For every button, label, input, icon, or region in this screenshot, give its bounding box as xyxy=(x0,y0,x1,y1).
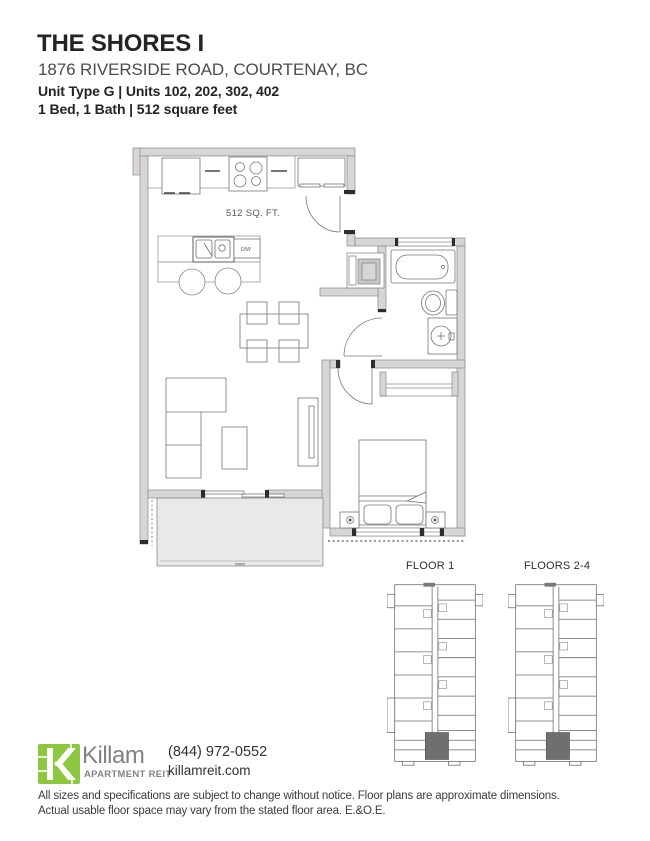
door-swings xyxy=(306,196,382,404)
killam-logo-icon xyxy=(38,744,80,784)
property-address: 1876 RIVERSIDE ROAD, COURTENAY, BC xyxy=(38,60,369,79)
living-room xyxy=(166,378,318,478)
fridge xyxy=(162,158,200,194)
dishwasher-label: D/W xyxy=(241,247,251,253)
kitchen-island xyxy=(158,236,260,295)
bathroom xyxy=(391,250,457,354)
sink xyxy=(193,237,234,262)
disclaimer-line-1: All sizes and specifications are subject to change without notice. Floor plans are approximate dimensions. xyxy=(38,790,560,802)
phone-number: (844) 972-0552 xyxy=(168,744,268,760)
killam-logo-subtitle: APARTMENT REIT xyxy=(84,769,172,780)
killam-logo-wordmark: Killam xyxy=(82,742,145,769)
keyplan-label-floors-2-4: FLOORS 2-4 xyxy=(524,560,591,572)
keyplan-floor-1 xyxy=(387,583,483,765)
disclaimer-text xyxy=(38,789,623,819)
bed xyxy=(359,440,426,525)
coffee-table xyxy=(222,427,247,469)
unit-type-line: Unit Type G | Units 102, 202, 302, 402 xyxy=(38,83,280,99)
entry-closet xyxy=(298,158,345,187)
area-label: 512 SQ. FT. xyxy=(226,208,280,219)
bedroom-closet xyxy=(380,384,458,396)
tv-console xyxy=(298,398,318,466)
page-title: THE SHORES I xyxy=(37,30,204,57)
balcony xyxy=(152,498,323,566)
website-url: killamreit.com xyxy=(168,763,251,778)
sofa xyxy=(166,378,226,478)
disclaimer-line-2: Actual usable floor space may vary from the stated floor area. E.&O.E. xyxy=(38,805,386,817)
bedroom xyxy=(340,384,458,528)
kitchen xyxy=(148,156,295,194)
bathroom-sink xyxy=(428,318,457,354)
dining-set xyxy=(240,302,308,362)
unit-spec-line: 1 Bed, 1 Bath | 512 square feet xyxy=(38,101,238,117)
stove xyxy=(229,157,267,191)
laundry-closet xyxy=(347,253,384,288)
toilet xyxy=(422,290,458,315)
keyplan-label-floor-1: FLOOR 1 xyxy=(406,560,455,572)
bathtub xyxy=(391,250,455,283)
keyplan-floors-2-4 xyxy=(508,583,604,765)
